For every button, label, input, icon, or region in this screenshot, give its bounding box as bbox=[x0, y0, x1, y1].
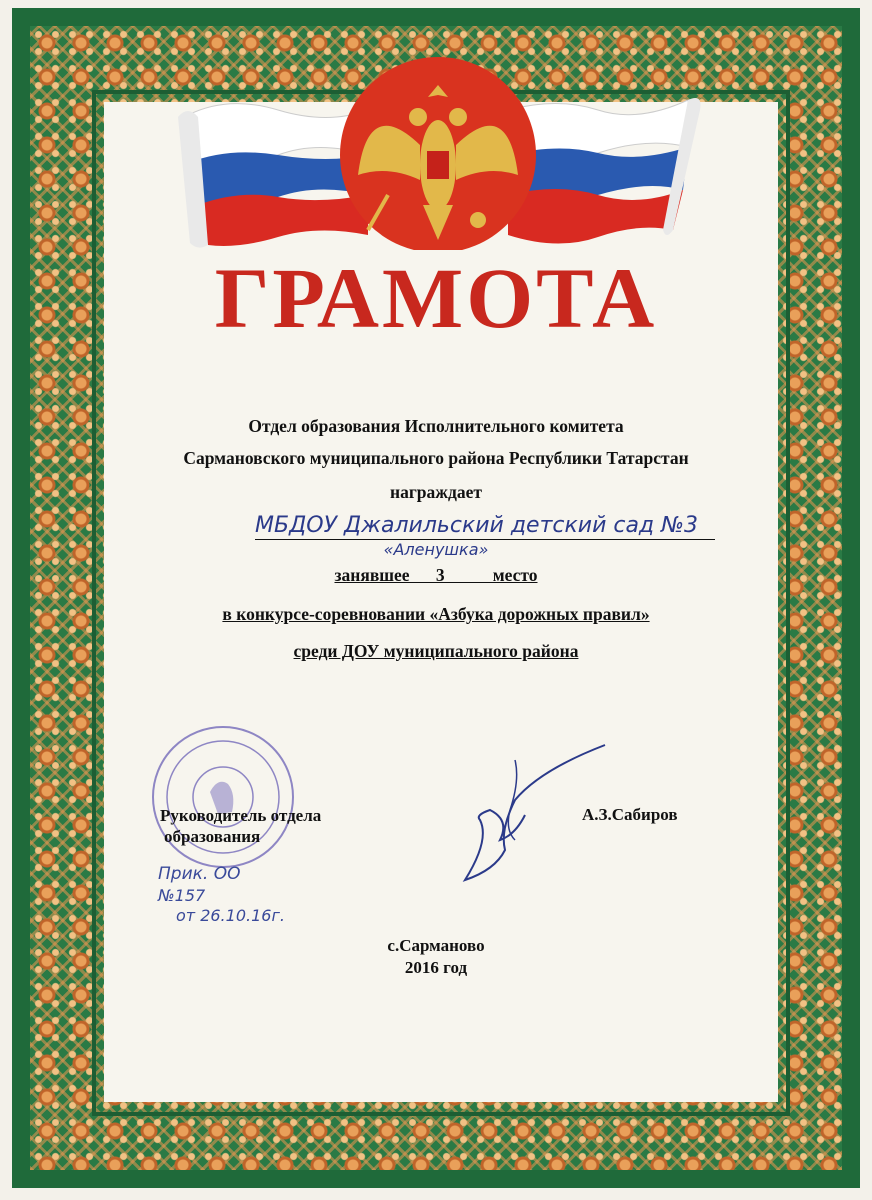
certificate-title: ГРАМОТА bbox=[214, 250, 658, 346]
among-line: среди ДОУ муниципального района bbox=[293, 641, 579, 661]
recipient-handwritten-line-2: «Аленушка» bbox=[383, 540, 489, 559]
signatory-title bbox=[160, 805, 321, 847]
left-flag-icon bbox=[178, 104, 368, 248]
order-note-line-1: Прик. ОО bbox=[158, 864, 241, 884]
signatory-name: А.З.Сабиров bbox=[582, 805, 678, 824]
coat-of-arms-icon bbox=[340, 57, 536, 250]
year: 2016 год bbox=[404, 958, 468, 977]
issuer-line-2: Сармановского муниципального района Республики Татарстан bbox=[183, 448, 689, 468]
place-line: занявшее 3 место bbox=[334, 565, 538, 585]
official-seal-stamp bbox=[148, 722, 298, 872]
right-flag-icon bbox=[508, 98, 701, 244]
awards-verb: награждает bbox=[390, 482, 482, 502]
order-note-line-3: от 26.10.16г. bbox=[176, 906, 285, 925]
signatory-title-line-2: образования bbox=[164, 827, 261, 846]
signatory-title-line-1: Руководитель отдела bbox=[160, 806, 322, 825]
issuer-line-1: Отдел образования Исполнительного комитета bbox=[248, 416, 624, 436]
place-and-year bbox=[0, 935, 872, 979]
contest-line: в конкурсе-соревновании «Азбука дорожных правил» bbox=[222, 604, 650, 624]
city: с.Сарманово bbox=[387, 936, 485, 955]
recipient-handwritten-line-1: МБДОУ Джалильский детский сад №3 bbox=[255, 513, 715, 540]
flag-and-coat-of-arms-emblem bbox=[168, 55, 708, 250]
order-note-line-2: №157 bbox=[158, 886, 206, 905]
